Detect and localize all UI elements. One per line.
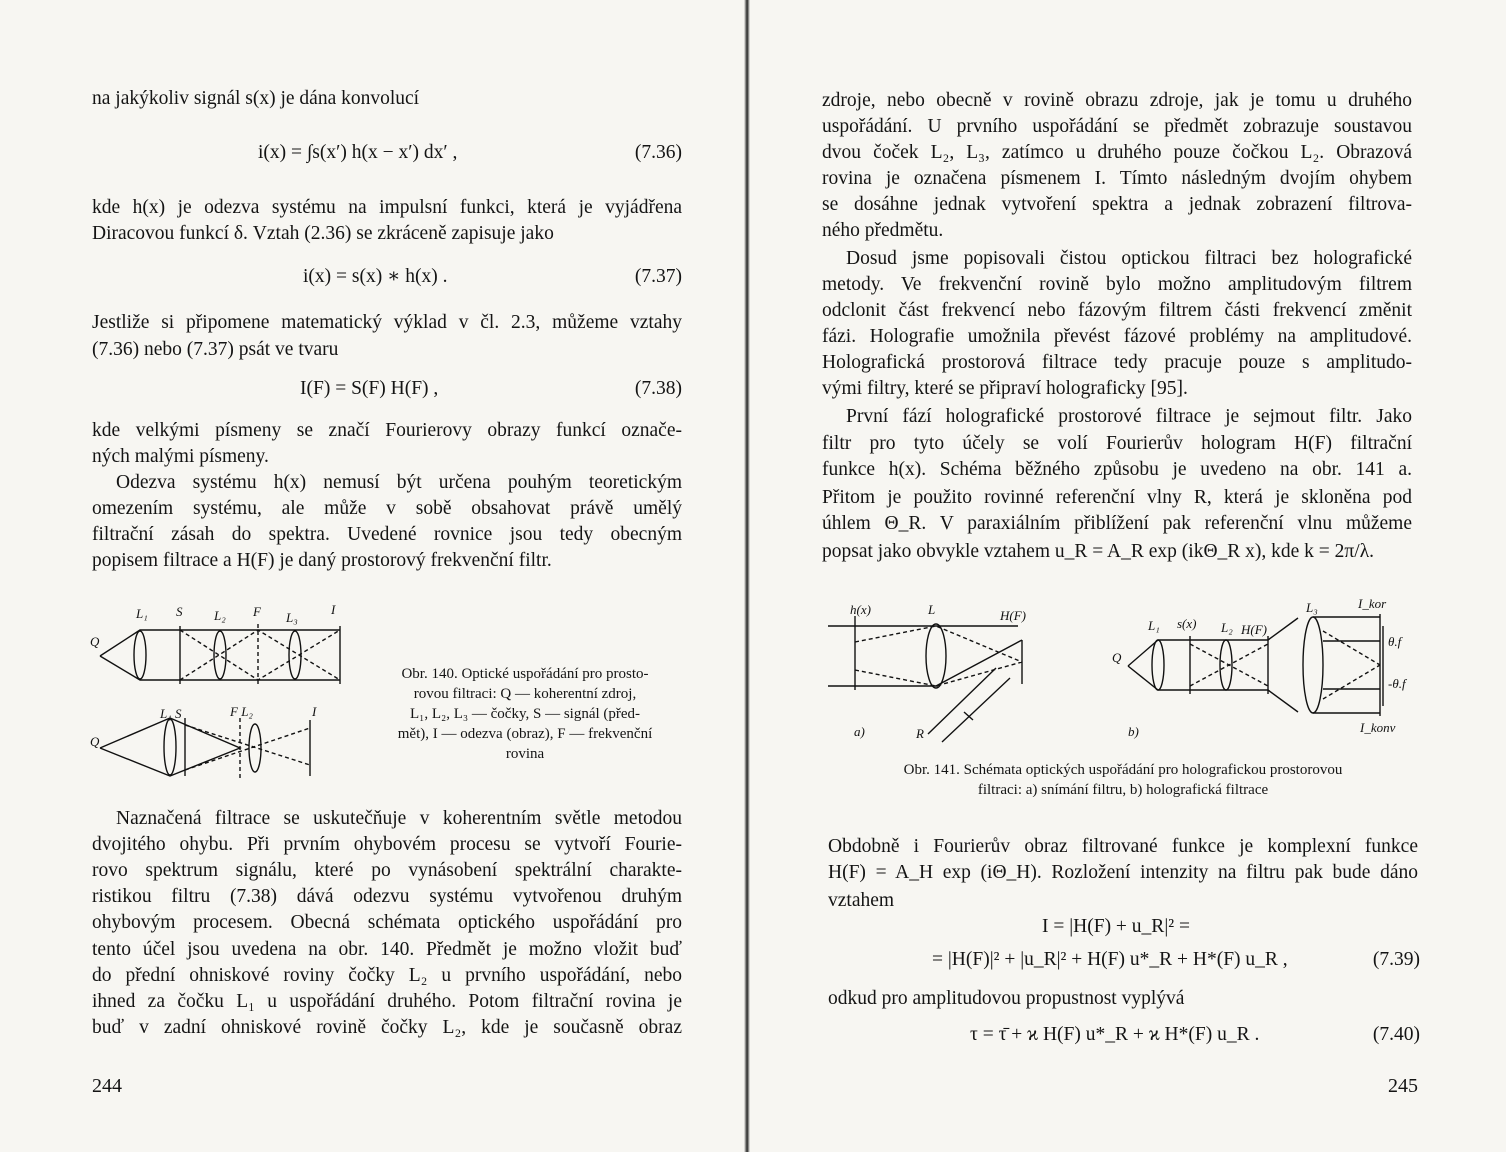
right-page	[752, 0, 1506, 1152]
text-line: popsat jako obvykle vztahem u_R = A_R exp (ikΘ_R x), kde k = 2π/λ.	[822, 541, 1375, 562]
text-line: tento účel jsou uvedena na obr. 140. Předmět je možno vložit buď	[92, 939, 682, 960]
text-line: Naznačená filtrace se uskutečňuje v koherentním světle metodou	[116, 808, 682, 829]
text-line: ohybovým procesem. Obecná schémata optického uspořádání pro	[92, 912, 682, 933]
fig-label: -θ.f	[1388, 676, 1406, 691]
text-line: ných malými písmeny.	[92, 446, 269, 467]
fig-label: L₃	[286, 610, 298, 625]
text-line: vými filtry, které se připraví holograficky [95].	[822, 378, 1188, 399]
text-line: kde h(x) je odezva systému na impulsní funkci, která je vyjádřena	[92, 197, 682, 218]
text-line: vztahem	[828, 890, 895, 911]
fig-label: L₂	[214, 608, 226, 623]
page-number: 245	[1388, 1075, 1418, 1097]
fig-label: F L₂	[230, 704, 253, 719]
text-line: (7.36) nebo (7.37) psát ve tvaru	[92, 339, 339, 360]
text-line: úhlem Θ_R. V paraxiálním přiblížení pak referenční vlnu můžeme	[822, 513, 1412, 534]
text-line: kde velkými písmeny se značí Fourierovy obrazy funkcí označe-	[92, 420, 682, 441]
text-line: zdroje, nebo obecně v rovině obrazu zdroje, jak je tomu u druhého	[822, 90, 1412, 111]
fig-label: a)	[854, 724, 865, 739]
text-line: ristikou filtru (7.38) dává odezvu systému vytvořenou druhým	[92, 886, 682, 907]
fig-label: Q	[1112, 650, 1122, 665]
caption-line: mět), I — odezva (obraz), F — frekvenční	[397, 726, 653, 742]
text-line: rovo spektrum signálu, které po vynásobení spektrální charakte-	[92, 860, 682, 881]
caption-line: L₁, L₂, L₃ — čočky, S — signál (před-	[409, 706, 641, 722]
page-number: 244	[92, 1075, 122, 1097]
equation-number: (7.37)	[634, 266, 682, 287]
text-line: funkce h(x). Schéma běžného způsobu je uvedeno na obr. 141 a.	[822, 459, 1412, 480]
fig-label: L₃	[1306, 600, 1318, 615]
caption-line: Obr. 140. Optické uspořádání pro prosto-	[401, 666, 649, 682]
caption-line: rovou filtraci: Q — koherentní zdroj,	[413, 686, 637, 702]
text-line: na jakýkoliv signál s(x) je dána konvolucí	[92, 88, 420, 109]
text-line: Odezva systému h(x) nemusí být určena pouhým teoretickým	[116, 472, 682, 493]
text-line: odclonit část frekvencí nebo fázovým filtrem části frekvencí změnit	[822, 300, 1412, 321]
figure-caption	[360, 664, 690, 764]
text-line: Jestliže si připomene matematický výklad v čl. 2.3, můžeme vztahy	[92, 312, 682, 333]
fig-label: H(F)	[1000, 608, 1026, 623]
equation-7-37: i(x) = s(x) ∗ h(x) .	[303, 266, 448, 287]
text-line: dvou čoček L₂, L₃, zatímco u druhého pouze čočkou L₂. Obrazová	[822, 142, 1412, 163]
fig-label: I_kor	[1358, 596, 1387, 611]
left-page	[0, 0, 748, 1152]
fig-label: s(x)	[1177, 616, 1197, 631]
text-line: metody. Ve frekvenční rovině bylo možno amplitudovým filtrem	[822, 274, 1412, 295]
equation-7-40: τ = τ̄ + ϰ H(F) u*_R + ϰ H*(F) u_R .	[970, 1024, 1260, 1045]
fig-label: I	[331, 602, 336, 617]
text-line: dvojitého ohybu. Při prvním ohybovém procesu se vytvoří Fourie-	[92, 834, 682, 855]
fig-label: L	[928, 602, 936, 617]
equation-7-39-line-2: = |H(F)|² + |u_R|² + H(F) u*_R + H*(F) u_R ,	[932, 949, 1288, 970]
fig-label: H(F)	[1241, 622, 1267, 637]
text-line: odkud pro amplitudovou propustnost vyplývá	[828, 988, 1185, 1009]
fig-label: L₁	[136, 606, 148, 621]
figure-141-diagram	[828, 596, 1428, 746]
text-line: ného předmětu.	[822, 220, 944, 241]
fig-label: F	[253, 604, 261, 619]
text-line: Dosud jsme popisovali čistou optickou filtraci bez holografické	[846, 248, 1412, 269]
text-line: filtr pro tyto účely se volí Fourierův hologram H(F) filtrační	[822, 433, 1412, 454]
caption-line: Obr. 141. Schémata optických uspořádání pro holografickou prostorovou	[903, 762, 1343, 778]
fig-label: θ.f	[1388, 634, 1402, 649]
text-line: se dosáhne jednak vytvoření spektra a jednak zobrazení filtrova-	[822, 194, 1412, 215]
text-line: ihned za čočku L₁ u uspořádání druhého. Potom filtrační rovina je	[92, 991, 682, 1012]
fig-label: Q	[90, 734, 100, 749]
fig-label: L₂	[1221, 620, 1233, 635]
fig-label: L₁	[1148, 618, 1160, 633]
equation-number: (7.36)	[634, 142, 682, 163]
text-line: uspořádání. U prvního uspořádání se předmět zobrazuje soustavou	[822, 116, 1412, 137]
equation-7-39-line-1: I = |H(F) + u_R|² =	[1042, 916, 1190, 937]
fig-label: L₁ S	[160, 706, 182, 721]
text-line: První fází holografické prostorové filtrace je sejmout filtr. Jako	[846, 406, 1412, 427]
caption-line: filtraci: a) snímání filtru, b) holografická filtrace	[977, 782, 1269, 798]
fig-label: h(x)	[850, 602, 871, 617]
text-line: H(F) = A_H exp (iΘ_H). Rozložení intenzity na filtru pak bude dáno	[828, 862, 1418, 883]
equation-number: (7.38)	[634, 378, 682, 399]
text-line: filtrační zásah do spektra. Uvedené rovnice jsou tedy obecným	[92, 524, 682, 545]
text-line: buď v zadní ohniskové rovině čočky L₂, kde je současně obraz	[92, 1017, 682, 1038]
fig-label: I	[312, 704, 317, 719]
equation-number: (7.39)	[1372, 949, 1420, 970]
fig-label: R	[916, 726, 924, 741]
text-line: popisem filtrace a H(F) je daný prostorový frekvenční filtr.	[92, 550, 552, 571]
fig-label: I_konv	[1360, 720, 1396, 735]
text-line: Přitom je použito rovinné referenční vlny R, která je skloněna pod	[822, 487, 1412, 508]
equation-number: (7.40)	[1372, 1024, 1420, 1045]
figure-caption	[818, 760, 1428, 800]
text-line: do přední ohniskové roviny čočky L₂ u prvního uspořádání, nebo	[92, 965, 682, 986]
text-line: Holografická prostorová filtrace tedy pracuje pouze s amplitudo-	[822, 352, 1412, 373]
text-line: Diracovou funkcí δ. Vztah (2.36) se zkráceně zapisuje jako	[92, 223, 554, 244]
text-line: rovina je označena písmenem I. Tímto následným dvojím ohybem	[822, 168, 1412, 189]
equation-7-36: i(x) = ∫s(x′) h(x − x′) dx′ ,	[258, 142, 458, 163]
fig-label: S	[176, 604, 183, 619]
text-line: fázi. Holografie umožnila převést fázové problémy na amplitudové.	[822, 326, 1412, 347]
caption-line: rovina	[505, 746, 545, 762]
text-line: omezením systému, ale může v sobě obsahovat právě umělý	[92, 498, 682, 519]
fig-label: b)	[1128, 724, 1139, 739]
fig-label: Q	[90, 634, 100, 649]
figure-140-diagram	[90, 600, 350, 780]
text-line: Obdobně i Fourierův obraz filtrované funkce je komplexní funkce	[828, 836, 1418, 857]
equation-7-38: I(F) = S(F) H(F) ,	[300, 378, 439, 399]
